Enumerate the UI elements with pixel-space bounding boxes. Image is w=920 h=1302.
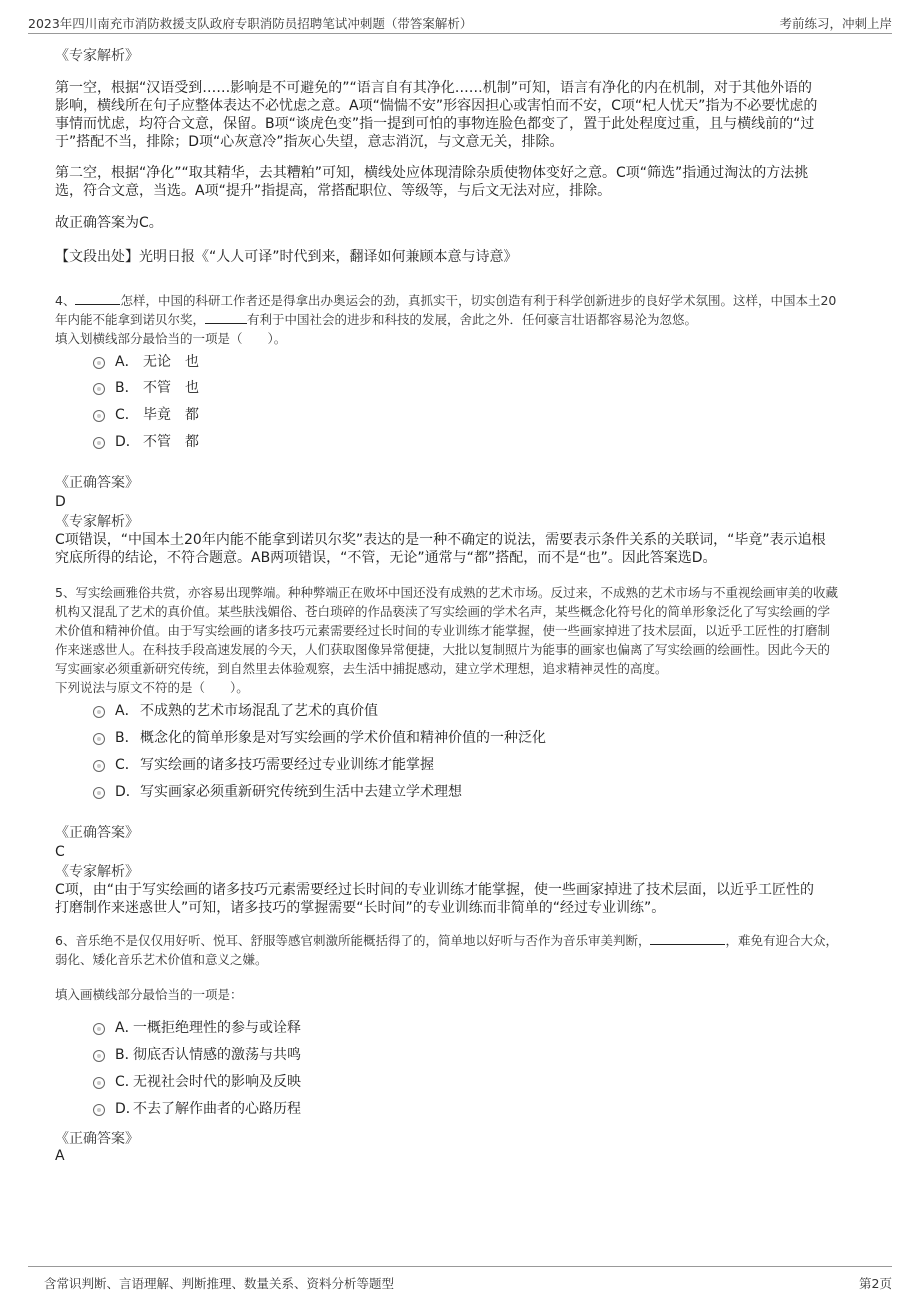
radio-button[interactable] (93, 787, 105, 799)
document-title: 2023年四川南充市消防救援支队政府专职消防员招聘笔试冲刺题（带答案解析） (28, 16, 473, 31)
radio-button[interactable] (93, 733, 105, 745)
radio-button[interactable] (93, 410, 105, 422)
question-prompt: 下列说法与原文不符的是（ ）。 (55, 680, 249, 695)
conclusion: 故正确答案为C。 (55, 215, 163, 231)
correct-answer: C (55, 844, 65, 860)
analysis-heading: 《专家解析》 (55, 864, 139, 880)
text-line: C项错误，“中国本土20年内能不能拿到诺贝尔奖”表达的是一种不确定的说法，需要表示条件关系的关联词，“毕竟”表示追根 (55, 532, 826, 548)
radio-button[interactable] (93, 706, 105, 718)
radio-button[interactable] (93, 1050, 105, 1062)
analysis-paragraph-1 (55, 79, 870, 151)
text-line: 事情而忧虑，均符合文意，保留。B项“谈虎色变”指一提到可怕的事物连脸色都变了，置于此处程度过重，且与横线前的“过 (55, 116, 815, 132)
text-line: 影响，横线所在句子应整体表达不必忧虑之意。A项“惴惴不安”形容因担心或害怕而不安，C项“杞人忧天”指为不必要忧虑的 (55, 98, 818, 114)
question-6-stem (55, 931, 870, 969)
radio-button[interactable] (93, 1104, 105, 1116)
question-prompt: 填入划横线部分最恰当的一项是（ ）。 (55, 331, 287, 346)
question-5-stem (55, 583, 870, 697)
correct-answer: A (55, 1148, 65, 1164)
text-line: 选，符合文意，当选。A项“提升”指提高，常搭配职位、等级等，与后文无法对应，排除。 (55, 183, 612, 199)
answer-heading: 《正确答案》 (55, 825, 139, 841)
page-footer (28, 1266, 892, 1294)
page-number: 第2页 (859, 1276, 892, 1291)
question-4-stem (55, 291, 870, 348)
question-prompt: 填入画横线部分最恰当的一项是： (55, 987, 243, 1002)
radio-button[interactable] (93, 357, 105, 369)
text-line: C项，由“由于写实绘画的诸多技巧元素需要经过长时间的专业训练才能掌握，使一些画家掉进了技术层面，以近乎工匠性的 (55, 882, 815, 898)
text-line: 6、音乐绝不是仅仅用好听、悦耳、舒服等感官刺激所能概括得了的，简单地以好听与否作为音乐审美判断， ，难免有迎合大众， (55, 933, 838, 948)
fill-blank (650, 931, 725, 945)
text-line: 于”搭配不当，排除；D项“心灰意冷”指灰心失望，意志消沉，与文意无关，排除。 (55, 134, 564, 150)
text-line: 作来迷惑世人。在科技手段高速发展的今天，人们获取图像异常便捷，大批以复制照片为能事的画家也偏离了写实绘画的绘画性。因此今天的 (55, 642, 831, 657)
radio-button[interactable] (93, 437, 105, 449)
text-line: 5、写实绘画雅俗共赏，亦容易出现弊端。种种弊端正在败坏中国还没有成熟的艺术市场。反过来，不成熟的艺术市场与不重视绘画审美的收藏 (55, 585, 838, 600)
header-slogan: 考前练习，冲刺上岸 (779, 16, 892, 31)
text-line: 机构又混乱了艺术的真价值。某些肤浅媚俗、苍白琐碎的作品亵渎了写实绘画的学术名声，某些概念化符号化的简单形象泛化了写实绘画的学 (55, 604, 831, 619)
answer-heading: 《正确答案》 (55, 475, 139, 491)
radio-button[interactable] (93, 1077, 105, 1089)
radio-button[interactable] (93, 760, 105, 772)
text-line: 4、 怎样，中国的科研工作者还是得拿出办奥运会的劲，真抓实干，切实创造有利于科学创新进步的良好学术氛围。这样，中国本土20 (55, 293, 837, 308)
question-number: 4、 (55, 293, 76, 308)
text-line: 究底所得的结论，不符合题意。AB两项错误，“不管，无论”通常与“都”搭配，而不是“也”。因此答案选D。 (55, 550, 717, 566)
correct-answer: D (55, 494, 66, 510)
text-line: 弱化、矮化音乐艺术价值和意义之嫌。 (55, 952, 268, 967)
source-citation: 【文段出处】光明日报《“人人可译”时代到来，翻译如何兼顾本意与诗意》 (55, 249, 518, 265)
analysis-heading: 《专家解析》 (55, 48, 139, 64)
fill-blank (205, 310, 247, 324)
footer-note: 含常识判断、言语理解、判断推理、数量关系、资料分析等题型 (44, 1276, 395, 1291)
radio-button[interactable] (93, 1023, 105, 1035)
analysis-paragraph-2 (55, 164, 870, 200)
text-line: 术价值和精神价值。由于写实绘画的诸多技巧元素需要经过长时间的专业训练才能掌握，使一些画家掉进了技术层面，以近乎工匠性的打磨制 (55, 623, 831, 638)
radio-button[interactable] (93, 383, 105, 395)
fill-blank (75, 291, 120, 305)
q4-analysis (55, 531, 870, 567)
page-header (28, 8, 892, 34)
analysis-heading: 《专家解析》 (55, 514, 139, 530)
answer-heading: 《正确答案》 (55, 1131, 139, 1147)
text-line: 打磨制作来迷惑世人”可知，诸多技巧的掌握需要“长时间”的专业训练而非简单的“经过专业训练”。 (55, 900, 666, 916)
text-line: 年内能不能拿到诺贝尔奖， 有利于中国社会的进步和科技的发展，舍此之外．任何豪言壮语都容易沦为忽悠。 (55, 312, 698, 327)
text-line: 写实画家必须重新研究传统，到自然里去体验观察，去生活中捕捉感动，建立学术理想，追求精神灵性的高度。 (55, 661, 668, 676)
text-line: 第一空，根据“汉语受到……影响是不可避免的”“语言自有其净化……机制”可知，语言有净化的内在机制，对于其他外语的 (55, 80, 813, 96)
text-line: 第二空，根据“净化”“取其精华，去其糟粕”可知，横线处应体现清除杂质使物体变好之意。C项“筛选”指通过淘汰的方法挑 (55, 165, 809, 181)
q5-analysis (55, 881, 870, 917)
